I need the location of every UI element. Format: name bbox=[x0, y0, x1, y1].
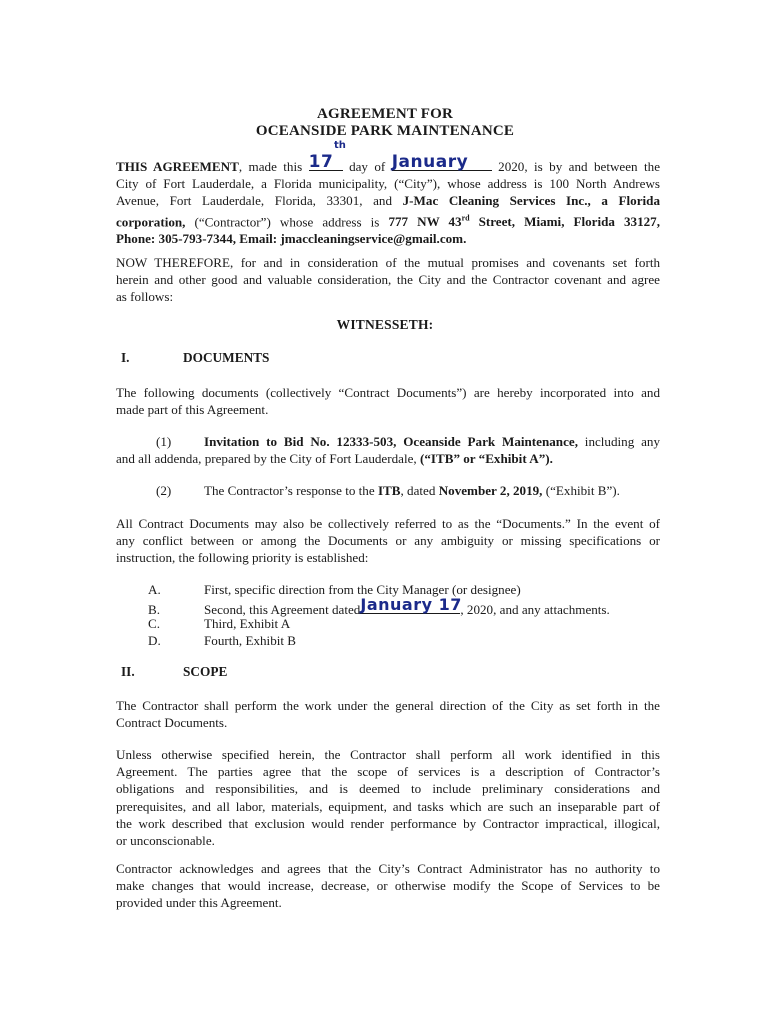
priority-item-a: A. First, specific direction from the City Manager (or designee) bbox=[148, 582, 521, 597]
priority-item-d: D. Fourth, Exhibit B bbox=[148, 633, 297, 648]
title-line-1: AGREEMENT FOR bbox=[316, 106, 454, 122]
day-blank bbox=[308, 152, 343, 172]
handwritten-month: January bbox=[391, 152, 469, 172]
intro-line-5: Phone: 305-793-7344, Email: jmaccleaningservice@gmail.com. bbox=[116, 231, 467, 247]
scope-paragraph-2: Unless otherwise specified herein, the Contractor shall perform all work identified in this Agreement. The parties agree that the scope of services is a description of Contractor’s obligations and responsibilities, and is deemed to include preliminary considerations and prerequisites, and all labor, materials, equipment, and tasks which are such an inseparable part of the work described that exclusion would render performance by Contractor impractical, illogical, or unconscionable. bbox=[116, 747, 660, 849]
intro-paragraph bbox=[116, 152, 661, 247]
priority-paragraph: All Contract Documents may also be collectively referred to as the “Documents.” In the event of any conflict between or among the Documents or any ambiguity or missing specifications or instruction, the following priority is established: bbox=[116, 516, 660, 566]
handwritten-day-suffix: th bbox=[334, 140, 346, 151]
scope-paragraph-3: Contractor acknowledges and agrees that the City’s Contract Administrator has no authority to make changes that would increase, decrease, or otherwise modify the Scope of Services to be provided under this Agreement. bbox=[116, 861, 660, 911]
handwritten-agreement-date: January 17 bbox=[360, 595, 462, 614]
now-therefore-paragraph: NOW THEREFORE, for and in consideration of the mutual promises and covenants set forth herein and other good and valuable consideration, the City and the Contractor covenant and agree as follows: bbox=[116, 255, 660, 305]
title-line-2: OCEANSIDE PARK MAINTENANCE bbox=[255, 123, 515, 139]
section-1-number: I. bbox=[121, 350, 130, 365]
scope-paragraph-1: The Contractor shall perform the work under the general direction of the City as set forth in the Contract Documents. bbox=[116, 698, 660, 731]
witnesseth-heading: WITNESSETH: bbox=[336, 317, 434, 332]
documents-paragraph: The following documents (collectively “Contract Documents”) are hereby incorporated into and made part of this Agreement. bbox=[116, 385, 660, 418]
intro-line-1: THIS AGREEMENT, made this 17 day of January 2020, is by and between the bbox=[116, 152, 661, 174]
section-2-title: SCOPE bbox=[183, 664, 228, 679]
priority-item-c: C. Third, Exhibit A bbox=[148, 616, 291, 631]
section-2-number: II. bbox=[121, 664, 135, 679]
intro-line-3: Avenue, Fort Lauderdale, Florida, 33301, and J-Mac Cleaning Services Inc., a Florida bbox=[116, 193, 661, 209]
handwritten-day: 17 bbox=[308, 152, 334, 172]
intro-line-4: corporation, (“Contractor”) whose address is 777 NW 43rd Street, Miami, Florida 33127, bbox=[116, 213, 660, 229]
intro-line-2: City of Fort Lauderdale, a Florida municipality, (“City”), whose address is 100 North Andrews bbox=[116, 176, 660, 192]
priority-item-b: B. Second, this Agreement dated January 17 , 2020, and any attachments. bbox=[148, 595, 610, 617]
document-item-2: (2) The Contractor’s response to the ITB, dated November 2, 2019, (“Exhibit B”). bbox=[156, 483, 620, 498]
document-item-1: (1) Invitation to Bid No. 12333-503, Oceanside Park Maintenance, including any and all addenda, prepared by the City of Fort Lauderdale, (“ITB” or “Exhibit A”). bbox=[116, 434, 660, 467]
month-blank bbox=[391, 152, 492, 172]
agreement-date-blank bbox=[360, 595, 462, 614]
section-1-title: DOCUMENTS bbox=[183, 350, 270, 365]
